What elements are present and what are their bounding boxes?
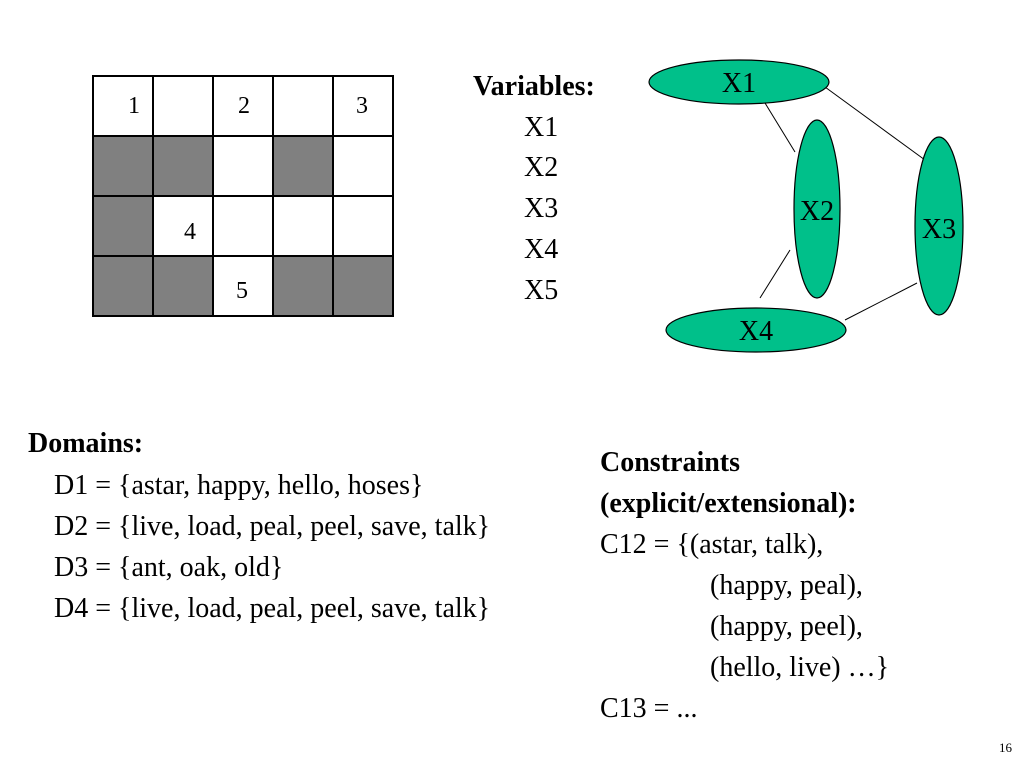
domain-d3: D3 = {ant, oak, old} — [54, 552, 284, 583]
node-x3-label: X3 — [921, 214, 957, 245]
variable-x4: X4 — [524, 234, 559, 265]
edge-x2-x4 — [760, 250, 790, 298]
grid-number: 3 — [356, 93, 368, 119]
constraints-subheading: (explicit/extensional): — [600, 488, 857, 519]
grid-number: 5 — [236, 278, 248, 304]
variable-x1: X1 — [524, 112, 559, 143]
variable-x3: X3 — [524, 193, 559, 224]
node-x1-label: X1 — [721, 68, 757, 99]
variable-x2: X2 — [524, 152, 559, 183]
constraint-c12-tuple: (happy, peel), — [710, 611, 863, 642]
constraint-c12-tuple: (happy, peal), — [710, 570, 863, 601]
domain-d2: D2 = {live, load, peal, peel, save, talk} — [54, 511, 491, 542]
edge-x1-x3 — [825, 87, 925, 160]
edge-x1-x2 — [765, 103, 795, 152]
grid-number: 2 — [238, 93, 250, 119]
constraint-c13: C13 = ... — [600, 693, 698, 724]
variables-heading: Variables: — [473, 71, 595, 102]
grid-number: 1 — [128, 93, 140, 119]
node-x2-label: X2 — [799, 196, 835, 227]
domains-heading: Domains: — [28, 428, 144, 459]
domain-d1: D1 = {astar, happy, hello, hoses} — [54, 470, 424, 501]
node-x4-label: X4 — [738, 316, 774, 347]
page-number: 16 — [999, 740, 1012, 755]
constraints-heading: Constraints — [600, 447, 741, 478]
constraint-c12-tuple: (hello, live) …} — [710, 652, 890, 683]
domain-d4: D4 = {live, load, peal, peel, save, talk} — [54, 593, 491, 624]
edge-x3-x4 — [845, 283, 917, 320]
variable-x5: X5 — [524, 275, 559, 306]
grid-number: 4 — [184, 219, 196, 245]
constraint-c12: C12 = {(astar, talk), — [600, 529, 824, 560]
